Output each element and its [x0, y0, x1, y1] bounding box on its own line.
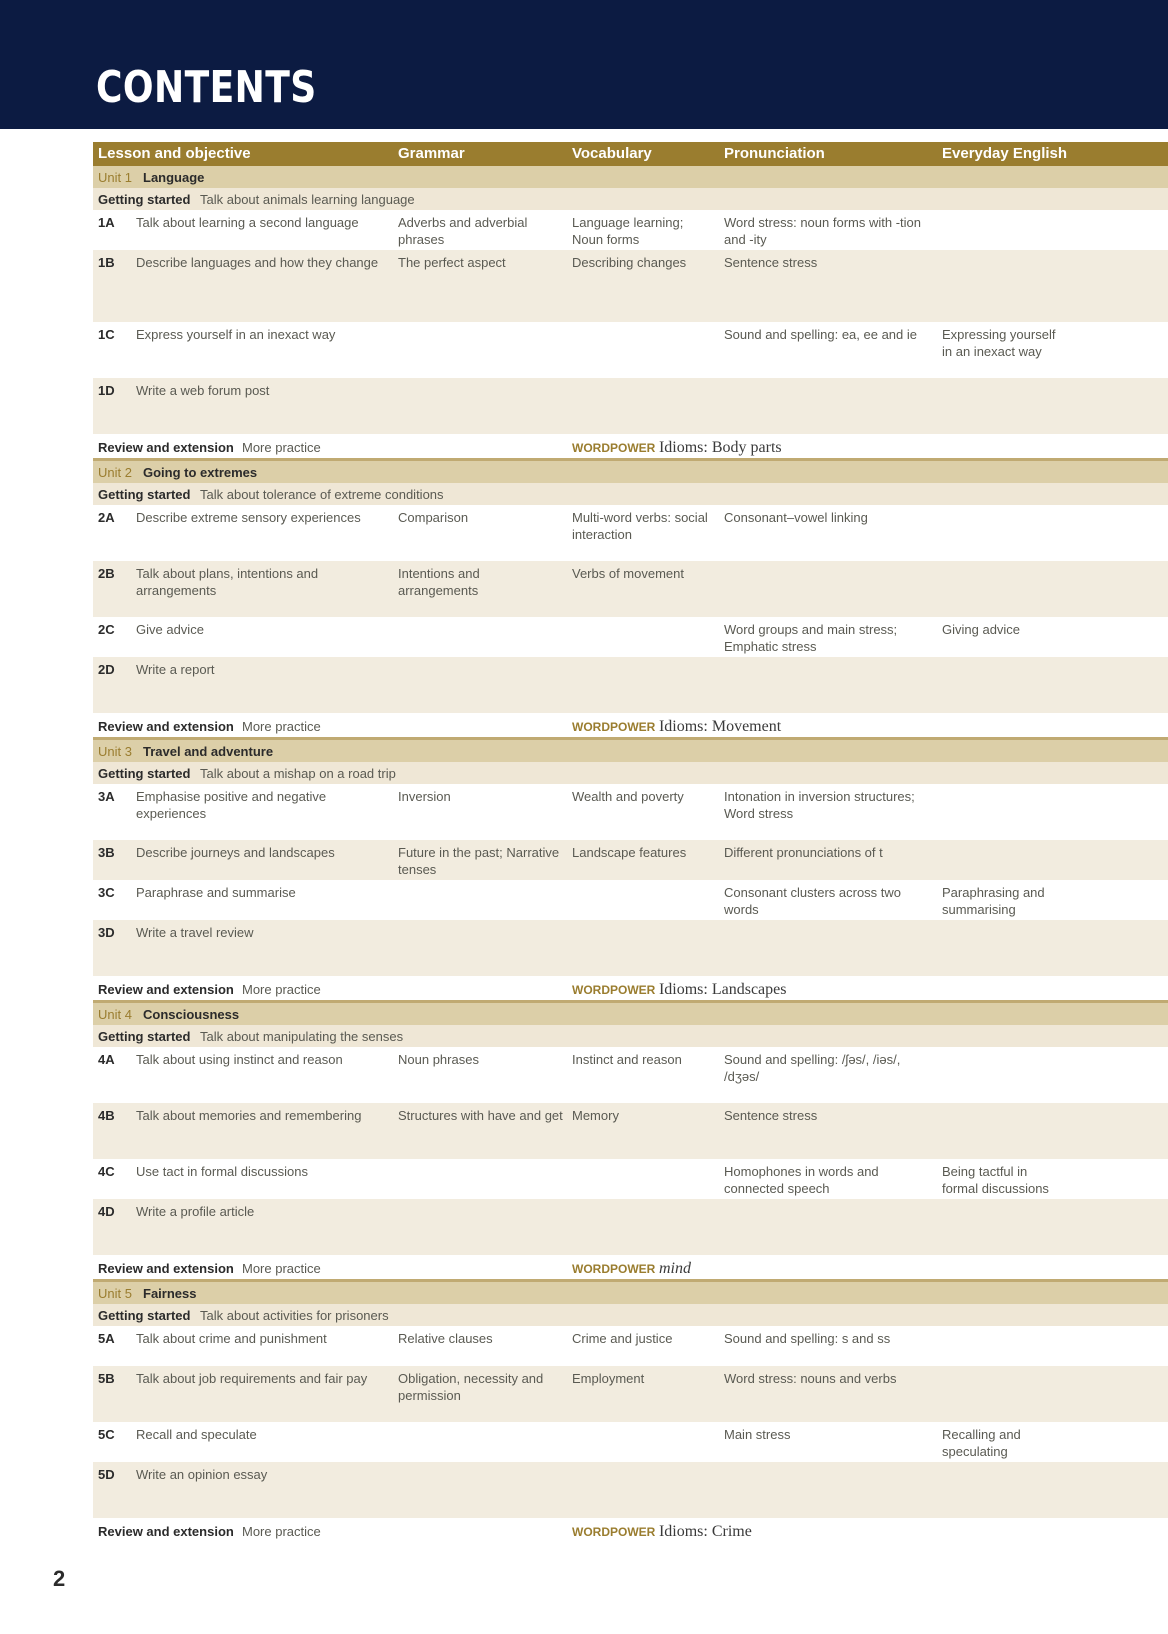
lesson-pronunciation: Sentence stress	[724, 1108, 818, 1123]
unit-heading-row	[93, 740, 1168, 762]
lesson-row	[93, 784, 1168, 840]
wordpower-tag: WORDPOWER	[572, 720, 656, 734]
lesson-everyday-english: Recalling and speculating	[942, 1427, 1021, 1459]
review-text: More practice	[242, 1261, 321, 1276]
table-header-row	[93, 142, 1168, 166]
wordpower-topic: Idioms: Landscapes	[658, 981, 787, 998]
lesson-objective: Give advice	[136, 622, 204, 637]
lesson-row	[93, 1422, 1168, 1462]
lesson-row	[93, 1326, 1168, 1366]
lesson-row	[93, 920, 1168, 976]
lesson-code: 5C	[98, 1427, 115, 1442]
lesson-pronunciation: Sound and spelling: /ʃəs/, /iəs/, /dʒəs/	[724, 1052, 901, 1084]
lesson-pronunciation: Word stress: noun forms with -tion and -ity	[724, 215, 921, 247]
wordpower	[572, 1260, 691, 1278]
lesson-pronunciation: Different pronunciations of t	[724, 845, 883, 860]
review-label: Review and extension	[98, 982, 234, 997]
lesson-code: 4B	[98, 1108, 115, 1123]
lesson-code: 1A	[98, 215, 115, 230]
lesson-code: 5B	[98, 1371, 115, 1386]
lesson-objective: Describe extreme sensory experiences	[136, 510, 361, 525]
lesson-row	[93, 880, 1168, 920]
getting-started-text: Talk about tolerance of extreme conditions	[200, 487, 444, 502]
wordpower	[572, 1523, 752, 1541]
wordpower-topic: mind	[658, 1260, 691, 1277]
lesson-row	[93, 505, 1168, 561]
lesson-objective: Write a report	[136, 662, 215, 677]
header-everyday-english: Everyday English	[942, 145, 1068, 162]
lesson-vocabulary: Describing changes	[572, 255, 687, 270]
wordpower-topic: Idioms: Body parts	[658, 439, 782, 456]
review-text: More practice	[242, 982, 321, 997]
lesson-row	[93, 1199, 1168, 1255]
lesson-grammar: The perfect aspect	[398, 255, 506, 270]
lesson-code: 3B	[98, 845, 115, 860]
lesson-row	[93, 250, 1168, 322]
lesson-pronunciation: Sentence stress	[724, 255, 818, 270]
unit-title: Language	[143, 170, 205, 185]
lesson-row	[93, 378, 1168, 434]
lesson-grammar: Obligation, necessity and permission	[398, 1371, 544, 1403]
lesson-code: 2B	[98, 566, 115, 581]
lesson-objective: Describe languages and how they change	[136, 255, 379, 270]
page-title: CONTENTS	[96, 62, 317, 113]
header-grammar: Grammar	[398, 145, 465, 162]
lesson-row	[93, 657, 1168, 713]
lesson-objective: Talk about plans, intentions and arrangements	[136, 566, 319, 598]
lesson-grammar: Noun phrases	[398, 1052, 479, 1067]
lesson-row	[93, 561, 1168, 617]
unit-number: Unit 3	[98, 744, 132, 759]
lesson-row	[93, 210, 1168, 250]
unit-heading-row	[93, 166, 1168, 188]
review-label: Review and extension	[98, 1261, 234, 1276]
review-extension-row	[93, 1518, 1168, 1542]
lesson-code: 5D	[98, 1467, 115, 1482]
review-extension-row	[93, 1255, 1168, 1282]
contents-banner	[0, 0, 1168, 129]
lesson-code: 2C	[98, 622, 115, 637]
lesson-objective: Talk about job requirements and fair pay	[136, 1371, 368, 1386]
lesson-vocabulary: Wealth and poverty	[572, 789, 684, 804]
unit-heading-row	[93, 1282, 1168, 1304]
lesson-everyday-english: Being tactful in formal discussions	[942, 1164, 1049, 1196]
lesson-row	[93, 1159, 1168, 1199]
unit-number: Unit 2	[98, 465, 132, 480]
getting-started-label: Getting started	[98, 487, 191, 502]
page-number: 2	[53, 1566, 66, 1591]
lesson-objective: Write an opinion essay	[136, 1467, 268, 1482]
lesson-objective: Talk about crime and punishment	[136, 1331, 327, 1346]
lesson-pronunciation: Word groups and main stress; Emphatic stress	[724, 622, 898, 654]
lesson-code: 3D	[98, 925, 115, 940]
lesson-objective: Paraphrase and summarise	[136, 885, 296, 900]
lesson-code: 4D	[98, 1204, 115, 1219]
lesson-pronunciation: Sound and spelling: s and ss	[724, 1331, 891, 1346]
lesson-objective: Express yourself in an inexact way	[136, 327, 336, 342]
lesson-row	[93, 322, 1168, 378]
unit-heading-row	[93, 1003, 1168, 1025]
getting-started-label: Getting started	[98, 766, 191, 781]
wordpower	[572, 718, 781, 736]
review-text: More practice	[242, 1524, 321, 1539]
lesson-code: 4C	[98, 1164, 115, 1179]
wordpower	[572, 439, 782, 457]
unit-number: Unit 1	[98, 170, 132, 185]
getting-started-label: Getting started	[98, 1308, 191, 1323]
lesson-objective: Talk about using instinct and reason	[136, 1052, 343, 1067]
lesson-grammar: Comparison	[398, 510, 469, 525]
lesson-objective: Talk about learning a second language	[136, 215, 359, 230]
lesson-code: 1C	[98, 327, 115, 342]
lesson-pronunciation: Main stress	[724, 1427, 791, 1442]
lesson-pronunciation: Intonation in inversion structures; Word stress	[724, 789, 915, 821]
lesson-pronunciation: Consonant clusters across two words	[724, 885, 902, 917]
lesson-row	[93, 1366, 1168, 1422]
wordpower-topic: Idioms: Crime	[658, 1523, 752, 1540]
lesson-row	[93, 617, 1168, 657]
unit-heading-row	[93, 461, 1168, 483]
review-label: Review and extension	[98, 719, 234, 734]
wordpower-topic: Idioms: Movement	[658, 718, 782, 735]
lesson-pronunciation: Homophones in words and connected speech	[724, 1164, 879, 1196]
wordpower-tag: WORDPOWER	[572, 441, 656, 455]
lesson-everyday-english: Expressing yourself in an inexact way	[942, 327, 1056, 359]
lesson-grammar: Structures with have and get	[398, 1108, 563, 1123]
getting-started-text: Talk about manipulating the senses	[200, 1029, 404, 1044]
unit-title: Consciousness	[143, 1007, 240, 1022]
lesson-objective: Write a profile article	[136, 1204, 255, 1219]
unit-number: Unit 5	[98, 1286, 132, 1301]
getting-started-text: Talk about a mishap on a road trip	[200, 766, 396, 781]
unit-title: Fairness	[143, 1286, 197, 1301]
lesson-row	[93, 1047, 1168, 1103]
wordpower-tag: WORDPOWER	[572, 983, 656, 997]
wordpower	[572, 981, 786, 999]
header-pronunciation: Pronunciation	[724, 145, 825, 162]
lesson-grammar: Relative clauses	[398, 1331, 493, 1346]
lesson-code: 1D	[98, 383, 115, 398]
lesson-everyday-english: Giving advice	[942, 622, 1021, 637]
lesson-vocabulary: Crime and justice	[572, 1331, 673, 1346]
lesson-grammar: Intentions and arrangements	[398, 566, 480, 598]
lesson-row	[93, 1462, 1168, 1518]
getting-started-row	[93, 1304, 1168, 1326]
wordpower-tag: WORDPOWER	[572, 1262, 656, 1276]
lesson-objective: Recall and speculate	[136, 1427, 257, 1442]
lesson-vocabulary: Instinct and reason	[572, 1052, 682, 1067]
lesson-pronunciation: Consonant–vowel linking	[724, 510, 868, 525]
getting-started-row	[93, 762, 1168, 784]
getting-started-text: Talk about animals learning language	[200, 192, 415, 207]
lesson-vocabulary: Language learning; Noun forms	[572, 215, 684, 247]
review-extension-row	[93, 976, 1168, 1003]
getting-started-label: Getting started	[98, 1029, 191, 1044]
lesson-code: 2D	[98, 662, 115, 677]
lesson-grammar: Adverbs and adverbial phrases	[398, 215, 528, 247]
getting-started-label: Getting started	[98, 192, 191, 207]
wordpower-tag: WORDPOWER	[572, 1525, 656, 1539]
contents-table	[93, 142, 1168, 1542]
review-label: Review and extension	[98, 440, 234, 455]
lesson-code: 2A	[98, 510, 115, 525]
lesson-code: 3C	[98, 885, 115, 900]
header-vocabulary: Vocabulary	[572, 145, 652, 162]
lesson-code: 3A	[98, 789, 115, 804]
getting-started-text: Talk about activities for prisoners	[200, 1308, 389, 1323]
lesson-pronunciation: Sound and spelling: ea, ee and ie	[724, 327, 917, 342]
lesson-code: 1B	[98, 255, 115, 270]
lesson-objective: Emphasise positive and negative experiences	[136, 789, 327, 821]
getting-started-row	[93, 483, 1168, 505]
getting-started-row	[93, 188, 1168, 210]
lesson-row	[93, 1103, 1168, 1159]
review-text: More practice	[242, 719, 321, 734]
review-extension-row	[93, 713, 1168, 740]
lesson-objective: Write a travel review	[136, 925, 254, 940]
lesson-vocabulary: Verbs of movement	[572, 566, 684, 581]
units-container	[93, 166, 1168, 1542]
header-lesson: Lesson and objective	[98, 145, 251, 162]
lesson-everyday-english: Paraphrasing and summarising	[942, 885, 1045, 917]
unit-number: Unit 4	[98, 1007, 132, 1022]
lesson-objective: Write a web forum post	[136, 383, 270, 398]
lesson-objective: Talk about memories and remembering	[136, 1108, 362, 1123]
lesson-objective: Use tact in formal discussions	[136, 1164, 308, 1179]
lesson-vocabulary: Memory	[572, 1108, 619, 1123]
lesson-grammar: Future in the past; Narrative tenses	[398, 845, 560, 877]
unit-title: Travel and adventure	[143, 744, 274, 759]
lesson-grammar: Inversion	[398, 789, 451, 804]
lesson-vocabulary: Multi-word verbs: social interaction	[572, 510, 708, 542]
review-label: Review and extension	[98, 1524, 234, 1539]
review-text: More practice	[242, 440, 321, 455]
lesson-code: 5A	[98, 1331, 115, 1346]
lesson-row	[93, 840, 1168, 880]
lesson-pronunciation: Word stress: nouns and verbs	[724, 1371, 897, 1386]
lesson-objective: Describe journeys and landscapes	[136, 845, 335, 860]
lesson-code: 4A	[98, 1052, 115, 1067]
getting-started-row	[93, 1025, 1168, 1047]
unit-title: Going to extremes	[143, 465, 258, 480]
lesson-vocabulary: Employment	[572, 1371, 645, 1386]
review-extension-row	[93, 434, 1168, 461]
lesson-vocabulary: Landscape features	[572, 845, 687, 860]
